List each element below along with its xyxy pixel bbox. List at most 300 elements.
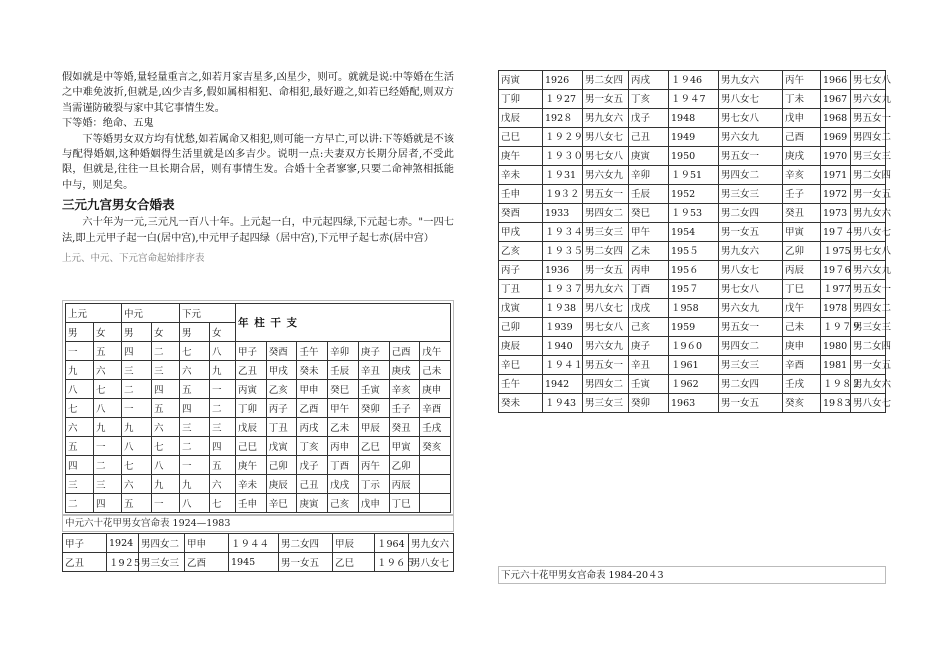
table-cell: 19７４ <box>821 223 851 242</box>
table-row <box>66 342 451 361</box>
table-cell: 乙巳 <box>333 553 375 572</box>
table-cell: 1926 <box>543 71 583 90</box>
table-cell: 男五女一 <box>851 280 886 299</box>
table-cell <box>420 494 451 513</box>
paragraph-three-yuan: 六十年为一元,三元凡一百八十年。上元起一白，中元起四绿,下元起七赤。"一四七法,即上元甲子起一白(居中宫),中元甲子起四绿（居中宫),下元甲子起七赤(居中宫） <box>62 217 454 244</box>
table-cell: 丙戌 <box>629 71 669 90</box>
lower-yuan-caption: 下元六十花甲男女宫命表 1984-20４3 <box>498 566 886 584</box>
table-cell: 甲戌 <box>499 223 543 242</box>
table-cell: 八 <box>94 399 122 418</box>
table-cell: 乙酉 <box>297 399 328 418</box>
table-row <box>499 242 886 261</box>
table-row <box>499 394 886 413</box>
table-cell: 庚子 <box>358 342 389 361</box>
table-cell: 丁酉 <box>328 456 359 475</box>
table-cell: 乙巳 <box>358 437 389 456</box>
table-cell: 戊辰 <box>499 109 543 128</box>
table1-body <box>66 342 451 513</box>
table-cell: 1949 <box>669 128 719 147</box>
table-cell: 1972 <box>821 185 851 204</box>
table-row <box>499 318 886 337</box>
table-cell: 一 <box>66 342 94 361</box>
table-cell: 1980 <box>821 337 851 356</box>
table-row <box>499 185 886 204</box>
left-text-column <box>62 70 454 266</box>
table-cell: 丙申 <box>328 437 359 456</box>
table-row <box>499 166 886 185</box>
table-cell: 丁卯 <box>499 90 543 109</box>
table-cell: 男九女六 <box>409 534 454 553</box>
table-cell: 195７ <box>669 280 719 299</box>
table-row <box>63 534 454 553</box>
table-cell: 男八女七 <box>583 299 629 318</box>
table-cell: 辛亥 <box>389 380 420 399</box>
table-cell: 男九女六 <box>719 242 783 261</box>
table-cell: 男二女四 <box>583 71 629 90</box>
table-cell: １９３７ <box>543 280 583 299</box>
table-cell: 庚申 <box>420 380 451 399</box>
table-cell <box>420 456 451 475</box>
table-cell: １９３４ <box>543 223 583 242</box>
table-cell: 辛巳 <box>266 494 297 513</box>
table-cell: 1950 <box>669 147 719 166</box>
table-cell: 甲辰 <box>358 418 389 437</box>
table-cell: 乙卯 <box>389 456 420 475</box>
table-cell: 八 <box>180 494 210 513</box>
section-title: 三元九宫男女合婚表 <box>62 197 175 213</box>
table-cell: 七 <box>152 437 180 456</box>
table-cell: 1952 <box>669 185 719 204</box>
table-cell: 男四女二 <box>139 534 185 553</box>
table-cell: 庚午 <box>236 456 267 475</box>
table-cell: 丙午 <box>783 71 821 90</box>
table-cell: １９２９ <box>543 128 583 147</box>
table-cell: 七 <box>210 494 236 513</box>
table-cell: １９51 <box>669 166 719 185</box>
table-cell: 甲申 <box>185 534 229 553</box>
table-cell: 1971 <box>821 166 851 185</box>
table-cell: 己卯 <box>266 456 297 475</box>
table-cell: 辛丑 <box>629 356 669 375</box>
table-row <box>66 437 451 456</box>
table-cell: 二 <box>210 399 236 418</box>
table-cell: 1973 <box>821 204 851 223</box>
table-cell: 甲辰 <box>333 534 375 553</box>
table-cell: 癸未 <box>297 361 328 380</box>
table-row <box>499 109 886 128</box>
table-cell: １975 <box>821 242 851 261</box>
table-cell: 男八女七 <box>851 223 886 242</box>
table-cell: 甲寅 <box>783 223 821 242</box>
table-cell: 壬寅 <box>358 380 389 399</box>
table-cell: 戊戌 <box>328 475 359 494</box>
table-cell: 戊申 <box>358 494 389 513</box>
header-zhongyuan: 中元 <box>122 304 180 323</box>
table-cell: １9３２ <box>543 185 583 204</box>
table-cell: １９４１ <box>543 356 583 375</box>
table-cell: 乙未 <box>328 418 359 437</box>
table-cell: 戊子 <box>297 456 328 475</box>
table-cell: 五 <box>94 342 122 361</box>
table-cell: 二 <box>180 437 210 456</box>
table-cell: 男五女一 <box>719 318 783 337</box>
table-cell: 男七女八 <box>583 318 629 337</box>
table-cell: １９６５ <box>375 553 409 572</box>
table-cell: 丁卯 <box>236 399 267 418</box>
table-cell: １9２5 <box>107 553 139 572</box>
table-cell: 乙丑 <box>63 553 107 572</box>
table-cell: 男六女九 <box>719 299 783 318</box>
table-cell: 二 <box>94 456 122 475</box>
table-cell: 壬戌 <box>783 375 821 394</box>
table-cell: 八 <box>122 437 152 456</box>
table-cell: 庚辰 <box>499 337 543 356</box>
table-cell: 二 <box>122 380 152 399</box>
table-cell: 五 <box>180 380 210 399</box>
table-cell: 男五女一 <box>583 185 629 204</box>
table-cell: 丙辰 <box>389 475 420 494</box>
table-cell: 男七女八 <box>583 147 629 166</box>
table-cell: 辛酉 <box>783 356 821 375</box>
table-row <box>66 494 451 513</box>
table-cell: 乙卯 <box>783 242 821 261</box>
table-cell: 己丑 <box>629 128 669 147</box>
table-cell: 五 <box>122 494 152 513</box>
gender-cell: 男 <box>180 323 210 342</box>
table-cell: 癸卯 <box>629 394 669 413</box>
table-cell: １940 <box>543 337 583 356</box>
table-cell: 丙午 <box>358 456 389 475</box>
table-cell: 1954 <box>669 223 719 242</box>
table-cell: 乙亥 <box>499 242 543 261</box>
table-cell: １９３５ <box>543 242 583 261</box>
table-cell: 乙未 <box>629 242 669 261</box>
table-cell: 男三女三 <box>139 553 185 572</box>
table-cell: 男二女四 <box>279 534 333 553</box>
table-cell: 男七女八 <box>719 280 783 299</box>
table-cell: 戊申 <box>783 109 821 128</box>
table-cell: 戊戌 <box>629 299 669 318</box>
table-cell: 六 <box>152 418 180 437</box>
table-cell: 男五女一 <box>719 147 783 166</box>
table-cell: 庚戌 <box>389 361 420 380</box>
table-cell: 癸巳 <box>328 380 359 399</box>
table-cell: 一 <box>94 437 122 456</box>
table-cell: 1942 <box>543 375 583 394</box>
table-cell: 19７6 <box>821 261 851 280</box>
table-cell: 男六女九 <box>851 90 886 109</box>
table-cell: 男四女二 <box>719 337 783 356</box>
table-cell: 戊午 <box>420 342 451 361</box>
table-cell: 男八女七 <box>851 394 886 413</box>
table-cell: １９４7 <box>669 90 719 109</box>
table-cell: 辛丑 <box>358 361 389 380</box>
table-row <box>499 280 886 299</box>
table-cell: 1933 <box>543 204 583 223</box>
table-cell: 男一女五 <box>279 553 333 572</box>
table-cell: 甲寅 <box>389 437 420 456</box>
table-cell: 1969 <box>821 128 851 147</box>
table-cell: 男五女一 <box>583 356 629 375</box>
table-cell: 壬子 <box>389 399 420 418</box>
table-cell: 甲子 <box>236 342 267 361</box>
table-cell: 1924 <box>107 534 139 553</box>
table-cell: 男二女四 <box>719 204 783 223</box>
table-cell: 辛未 <box>236 475 267 494</box>
table-cell: 男四女二 <box>583 204 629 223</box>
table-cell: １９53 <box>669 204 719 223</box>
table-cell: 男一女五 <box>583 261 629 280</box>
table-cell: １９46 <box>669 71 719 90</box>
table-cell: 二 <box>152 342 180 361</box>
table-cell: 1967 <box>821 90 851 109</box>
table-row <box>499 356 886 375</box>
table-cell: 男一女五 <box>719 223 783 242</box>
table-row <box>499 90 886 109</box>
table-cell: 六 <box>122 475 152 494</box>
table-cell: 壬申 <box>236 494 267 513</box>
table-cell: 男六女九 <box>583 166 629 185</box>
table-cell: １9６0 <box>669 337 719 356</box>
middle-yuan-table-part2 <box>498 70 892 413</box>
middle-yuan-table-part1 <box>62 533 454 572</box>
table-row <box>499 128 886 147</box>
table-row <box>499 223 886 242</box>
table-cell: 癸酉 <box>266 342 297 361</box>
table-cell: 乙丑 <box>236 361 267 380</box>
table-cell: 男九女六 <box>583 109 629 128</box>
table-cell: 三 <box>152 361 180 380</box>
table-cell: 戊寅 <box>499 299 543 318</box>
table-cell: 五 <box>210 456 236 475</box>
table-cell: 甲申 <box>297 380 328 399</box>
table-cell: 庚寅 <box>297 494 328 513</box>
table-cell: 丙辰 <box>783 261 821 280</box>
table-cell: 甲午 <box>629 223 669 242</box>
table-cell: １９27 <box>543 90 583 109</box>
table-cell: 男一女五 <box>851 185 886 204</box>
table-cell: 辛未 <box>499 166 543 185</box>
table-cell: 五 <box>152 399 180 418</box>
table-cell: 男三女三 <box>851 318 886 337</box>
table-cell: 男八女七 <box>409 553 454 572</box>
table-cell: 丁巳 <box>783 280 821 299</box>
table-cell: 195６ <box>669 261 719 280</box>
table-row <box>66 380 451 399</box>
table-cell: 八 <box>152 456 180 475</box>
table-row <box>63 553 454 572</box>
table-cell: 四 <box>210 437 236 456</box>
table-cell: 一 <box>152 494 180 513</box>
table-cell: 壬寅 <box>629 375 669 394</box>
table-cell: 丁示 <box>358 475 389 494</box>
table-cell: 丙寅 <box>499 71 543 90</box>
table-row <box>499 299 886 318</box>
table-cell: 三 <box>94 475 122 494</box>
table-row <box>499 337 886 356</box>
table-cell: 癸亥 <box>420 437 451 456</box>
table-cell: 癸巳 <box>629 204 669 223</box>
table-row <box>499 261 886 280</box>
table-cell: 男八女七 <box>719 90 783 109</box>
table-cell: 戊午 <box>783 299 821 318</box>
table-cell: 庚戌 <box>783 147 821 166</box>
table-cell: 1948 <box>669 109 719 128</box>
table-row <box>499 204 886 223</box>
table-cell: 男三女三 <box>583 223 629 242</box>
table-cell: 五 <box>66 437 94 456</box>
table-cell: 男三女三 <box>719 356 783 375</box>
table-cell: 癸亥 <box>783 394 821 413</box>
table-cell: 男二女四 <box>719 375 783 394</box>
table-cell: 男一女五 <box>719 394 783 413</box>
table-cell: 戊寅 <box>266 437 297 456</box>
table-cell: 癸酉 <box>499 204 543 223</box>
table-cell: 辛酉 <box>420 399 451 418</box>
table-cell: 195５ <box>669 242 719 261</box>
table-cell: 六 <box>210 475 236 494</box>
table-cell: 一 <box>122 399 152 418</box>
table-cell: 四 <box>152 380 180 399</box>
table-cell: 庚寅 <box>629 147 669 166</box>
table-row <box>499 71 886 90</box>
table-cell: 男二女四 <box>851 166 886 185</box>
header-shangyuan: 上元 <box>66 304 122 323</box>
table-cell: 男四女二 <box>851 299 886 318</box>
table-cell: 九 <box>152 475 180 494</box>
table-row <box>499 375 886 394</box>
table-cell: 男八女七 <box>719 261 783 280</box>
table-cell: 七 <box>66 399 94 418</box>
table-cell: 男七女八 <box>719 109 783 128</box>
table-cell: １977 <box>821 280 851 299</box>
table-cell: 己酉 <box>783 128 821 147</box>
table-cell: 壬子 <box>783 185 821 204</box>
table-cell: 丙子 <box>266 399 297 418</box>
table-cell: 辛卯 <box>629 166 669 185</box>
gender-cell: 男 <box>122 323 152 342</box>
table-cell: 三 <box>122 361 152 380</box>
table-cell: 1936 <box>543 261 583 280</box>
table-cell: 男三女三 <box>719 185 783 204</box>
table-cell: 丁亥 <box>297 437 328 456</box>
table-cell: 男七女八 <box>851 71 886 90</box>
table-cell: 辛巳 <box>499 356 543 375</box>
table-cell: 己巳 <box>499 128 543 147</box>
table-cell: 1959 <box>669 318 719 337</box>
table-cell: １９７９ <box>821 318 851 337</box>
table-cell: 四 <box>180 399 210 418</box>
table-cell: 七 <box>94 380 122 399</box>
table-cell: 男六女九 <box>719 128 783 147</box>
table-cell: 丙戌 <box>297 418 328 437</box>
paragraph-lower-marriage: 下等婚男女双方均有忧愁,如若属命又相犯,则可能一方早亡,可以讲:下等婚就是不该与配得婚姻,这种婚姻得生活里就是凶多吉少。说明一点:夫妻双方长期分居者,不受此限，但就是,往往一旦长期合居，则有事情生发。合婚十全者寥寥,只要二命神煞相抵能中与，则足矣。 <box>62 133 454 191</box>
yuan-start-table <box>62 300 454 516</box>
table-cell: 男九女六 <box>583 280 629 299</box>
table-cell: 男三女三 <box>851 147 886 166</box>
table-row <box>66 399 451 418</box>
table-cell: 壬戌 <box>420 418 451 437</box>
table-cell: 六 <box>180 361 210 380</box>
table-cell: 1963 <box>669 394 719 413</box>
table-cell: 六 <box>66 418 94 437</box>
table-cell: 四 <box>94 494 122 513</box>
table-cell: 男九女六 <box>851 375 886 394</box>
table-cell: １964 <box>375 534 409 553</box>
table-cell: 乙亥 <box>266 380 297 399</box>
table1-caption: 上元、中元、下元宫命起始排序表 <box>62 253 205 265</box>
table-cell: 男八女七 <box>583 128 629 147</box>
table-cell: 男二女四 <box>583 242 629 261</box>
table-cell: 庚申 <box>783 337 821 356</box>
gender-cell: 女 <box>152 323 180 342</box>
table-row <box>66 456 451 475</box>
table-cell: 丁丑 <box>499 280 543 299</box>
table-cell: 九 <box>94 418 122 437</box>
table-row <box>66 361 451 380</box>
table-cell: 男七女八 <box>851 242 886 261</box>
table-cell: 壬申 <box>499 185 543 204</box>
table-cell: 19８3 <box>821 394 851 413</box>
heading-lower-marriage: 下等婚：绝命、五鬼 <box>62 118 154 130</box>
table-cell: 四 <box>66 456 94 475</box>
header-xiayuan: 下元 <box>180 304 236 323</box>
table-cell: 九 <box>122 418 152 437</box>
table-cell: 壬辰 <box>629 185 669 204</box>
table-cell: 甲子 <box>63 534 107 553</box>
table-cell: 二 <box>66 494 94 513</box>
table-cell: 男四女二 <box>851 128 886 147</box>
table-cell: １958 <box>669 299 719 318</box>
table-cell: 六 <box>94 361 122 380</box>
table-cell: 辛亥 <box>783 166 821 185</box>
table-cell: 四 <box>122 342 152 361</box>
table-cell: １９43 <box>543 394 583 413</box>
table-cell: 己未 <box>783 318 821 337</box>
table-cell: 男五女一 <box>851 109 886 128</box>
table-cell: 192８ <box>543 109 583 128</box>
table-cell: 庚子 <box>629 337 669 356</box>
table-cell: 八 <box>210 342 236 361</box>
table-cell: 八 <box>66 380 94 399</box>
table-cell: 七 <box>122 456 152 475</box>
table-cell: 丁丑 <box>266 418 297 437</box>
table2-body <box>63 534 454 572</box>
table-cell: 丁巳 <box>389 494 420 513</box>
table-cell: 甲午 <box>328 399 359 418</box>
table-cell: １９31 <box>543 166 583 185</box>
table-cell: １９38 <box>543 299 583 318</box>
table-cell: 癸丑 <box>389 418 420 437</box>
table-cell: 一 <box>210 380 236 399</box>
table-cell: 癸卯 <box>358 399 389 418</box>
table-cell: 己巳 <box>236 437 267 456</box>
table-cell: 乙酉 <box>185 553 229 572</box>
table-cell: 男六女九 <box>583 337 629 356</box>
table-cell: 三 <box>66 475 94 494</box>
table-cell: 七 <box>180 342 210 361</box>
table-cell: 丙寅 <box>236 380 267 399</box>
table1-header-row <box>66 304 451 323</box>
table-cell: 1966 <box>821 71 851 90</box>
table-cell: 三 <box>180 418 210 437</box>
table-cell: 男三女三 <box>583 394 629 413</box>
table-cell: 庚午 <box>499 147 543 166</box>
table-cell: 丁未 <box>783 90 821 109</box>
table-row <box>66 475 451 494</box>
table-cell: １９８２ <box>821 375 851 394</box>
table-cell: 一 <box>180 456 210 475</box>
